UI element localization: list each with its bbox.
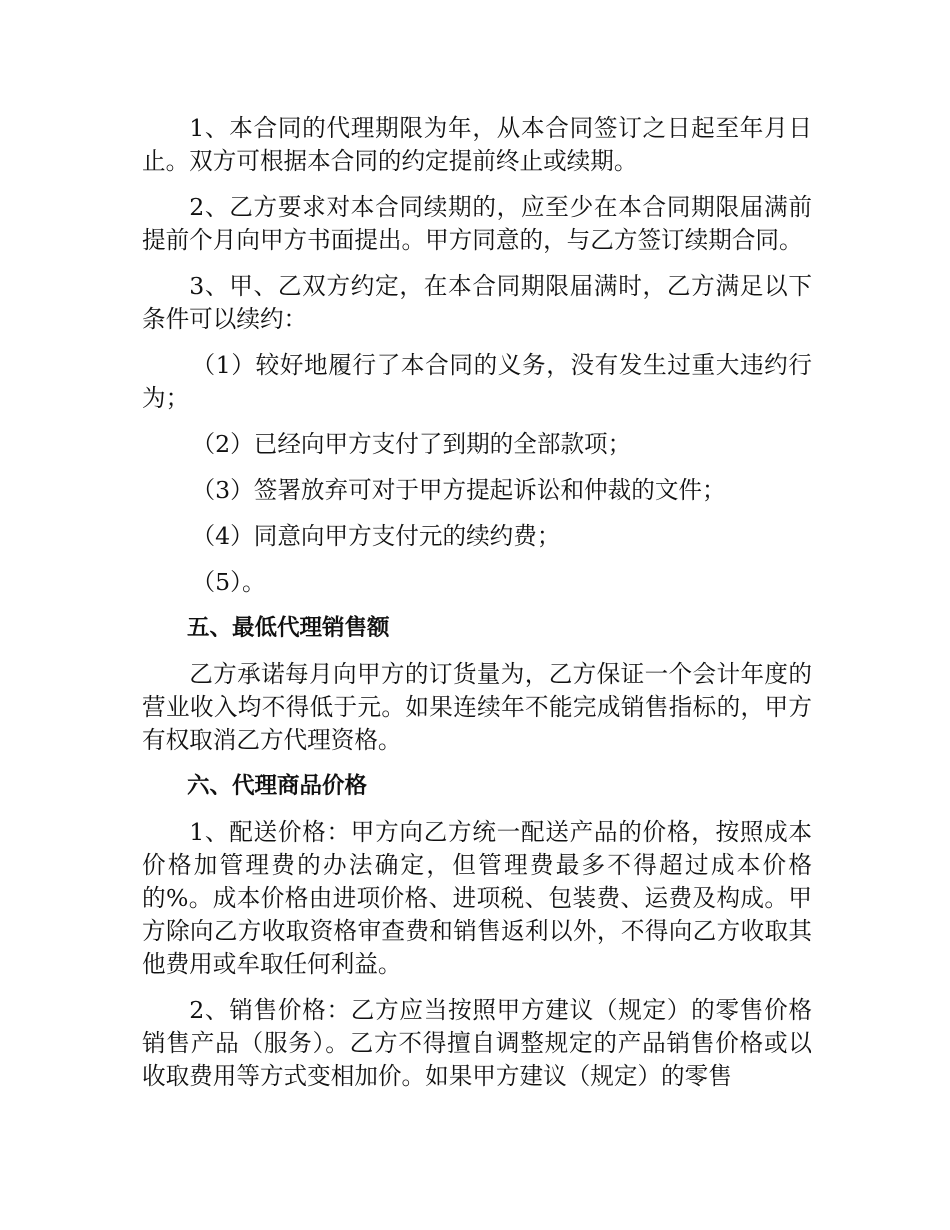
condition-item-5: （5）。: [191, 568, 266, 596]
condition-item-4: （4）同意向甲方支付元的续约费；: [191, 522, 561, 550]
clause-term-paragraph: 1、本合同的代理期限为年，从本合同签订之日起至年月日止。双方可根据本合同的约定提前终止或续期。: [142, 114, 812, 175]
section-heading-product-price: 六、代理商品价格: [187, 773, 368, 799]
minimum-sales-paragraph: 乙方承诺每月向甲方的订货量为，乙方保证一个会计年度的营业收入均不得低于元。如果连续年不能完成销售指标的，甲方有权取消乙方代理资格。: [142, 660, 812, 754]
document-page: [142, 112, 812, 1093]
condition-item-1: （1）较好地履行了本合同的义务，没有发生过重大违约行为；: [142, 351, 812, 412]
sales-price-paragraph: 2、销售价格：乙方应当按照甲方建议（规定）的零售价格销售产品（服务）。乙方不得擅自调整规定的产品销售价格或以收取费用等方式变相加价。如果甲方建议（规定）的零售: [142, 996, 812, 1090]
section-heading-minimum-sales: 五、最低代理销售额: [187, 615, 390, 641]
condition-item-3: （3）签署放弃可对于甲方提起诉讼和仲裁的文件；: [191, 476, 726, 504]
delivery-price-paragraph: 1、配送价格：甲方向乙方统一配送产品的价格，按照成本价格加管理费的办法确定，但管理费最多不得超过成本价格的%。成本价格由进项价格、进项税、包装费、运费及构成。甲方除向乙方收取资格审查费和销售返利以外，不得向乙方收取其他费用或牟取任何利益。: [142, 818, 812, 978]
clause-renewal-request-paragraph: 2、乙方要求对本合同续期的，应至少在本合同期限届满前提前个月向甲方书面提出。甲方同意的，与乙方签订续期合同。: [142, 193, 812, 254]
clause-renewal-conditions-paragraph: 3、甲、乙双方约定，在本合同期限届满时，乙方满足以下条件可以续约：: [142, 272, 812, 333]
condition-item-2: （2）已经向甲方支付了到期的全部款项；: [191, 430, 632, 458]
